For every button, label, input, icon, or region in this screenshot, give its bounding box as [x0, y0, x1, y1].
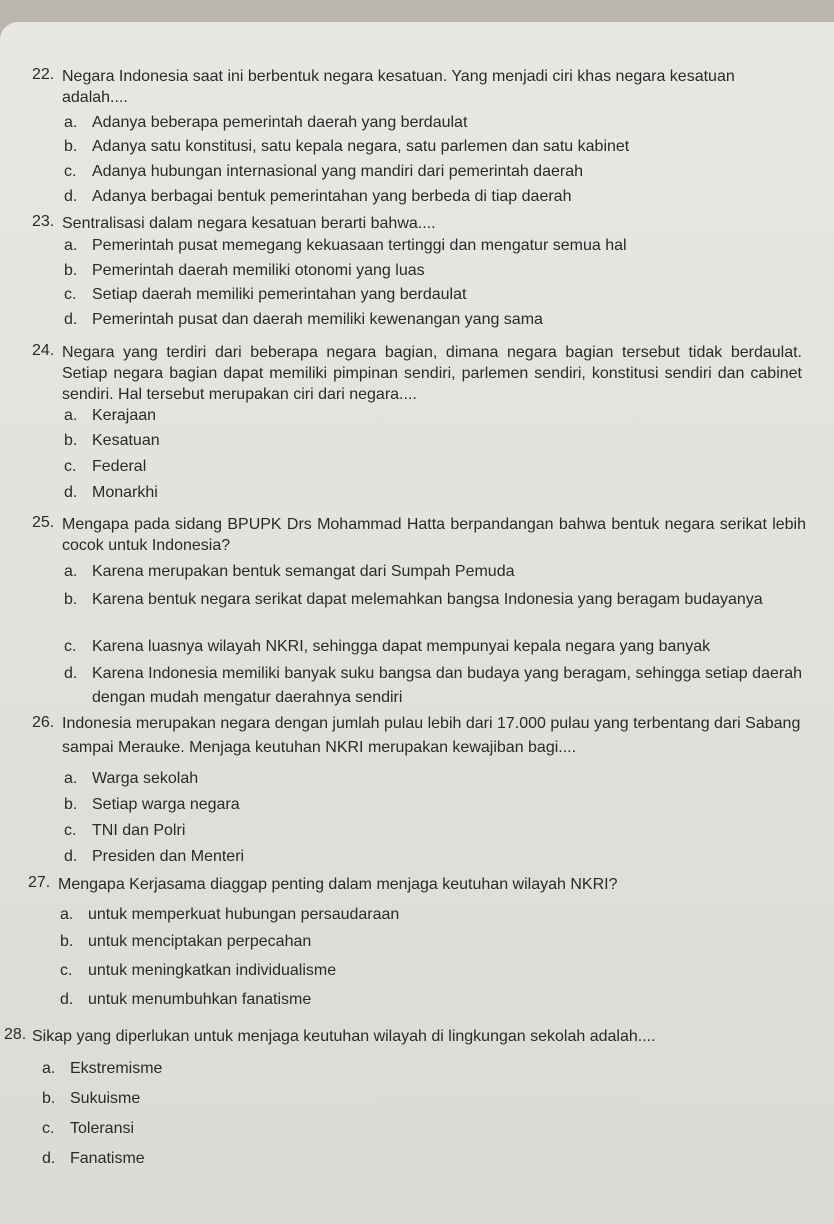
question-number: 25.: [32, 514, 55, 531]
option-c[interactable]: c. Karena luasnya wilayah NKRI, sehingga dapat mempunyai kepala negara yang banyak: [64, 638, 711, 655]
option-a[interactable]: a. Adanya beberapa pemerintah daerah yang berdaulat: [64, 114, 468, 131]
option-d[interactable]: d. untuk menumbuhkan fanatisme: [60, 991, 312, 1008]
question-text: Mengapa Kerjasama diaggap penting dalam menjaga keutuhan wilayah NKRI?: [58, 876, 618, 893]
option-c[interactable]: c. untuk meningkatkan individualisme: [60, 962, 337, 979]
option-d[interactable]: d. Monarkhi: [64, 484, 158, 501]
option-b[interactable]: b. untuk menciptakan perpecahan: [60, 933, 312, 950]
option-a[interactable]: a. Karena merupakan bentuk semangat dari Sumpah Pemuda: [64, 563, 515, 580]
option-c[interactable]: c. Setiap daerah memiliki pemerintahan yang berdaulat: [64, 286, 467, 303]
question-number: 24.: [32, 342, 55, 359]
option-a[interactable]: a. Warga sekolah: [64, 770, 199, 787]
question-number: 22.: [32, 66, 55, 83]
question-text: Sentralisasi dalam negara kesatuan berarti bahwa....: [62, 215, 436, 232]
option-d[interactable]: d. Adanya berbagai bentuk pemerintahan yang berbeda di tiap daerah: [64, 188, 572, 205]
question-number: 26.: [32, 714, 55, 731]
option-c[interactable]: c. TNI dan Polri: [64, 822, 186, 839]
question-text: Negara Indonesia saat ini berbentuk negara kesatuan. Yang menjadi ciri khas negara kesatuan adalah....: [62, 68, 735, 106]
worksheet-page: [0, 22, 834, 1224]
option-a[interactable]: a. Kerajaan: [64, 407, 157, 424]
option-a[interactable]: a. Pemerintah pusat memegang kekuasaan tertinggi dan mengatur semua hal: [64, 237, 627, 254]
question-text: Sikap yang diperlukan untuk menjaga keutuhan wilayah di lingkungan sekolah adalah....: [32, 1028, 656, 1045]
question-text: Negara yang terdiri dari beberapa negara bagian, dimana negara bagian tersebut tidak berdaulat. Setiap negara bagian dapat memiliki pimpinan sendiri, parlemen sendiri, konstitusi sendiri dan cabinet sendiri. Hal tersebut merupakan ciri dari negara....: [62, 344, 802, 403]
question-text: Mengapa pada sidang BPUPK Drs Mohammad Hatta berpandangan bahwa bentuk negara serikat lebih cocok untuk Indonesia?: [62, 516, 806, 554]
option-d[interactable]: d. Karena Indonesia memiliki banyak suku bangsa dan budaya yang beragam, sehingga setiap daerah dengan mudah mengatur daerahnya sendiri: [64, 665, 802, 706]
option-a[interactable]: a. Ekstremisme: [42, 1060, 163, 1077]
question-number: 28.: [4, 1026, 27, 1043]
option-b[interactable]: b. Pemerintah daerah memiliki otonomi yang luas: [64, 262, 425, 279]
option-d[interactable]: d. Presiden dan Menteri: [64, 848, 245, 865]
option-c[interactable]: c. Adanya hubungan internasional yang mandiri dari pemerintah daerah: [64, 163, 583, 180]
question-number: 27.: [28, 874, 51, 891]
option-b[interactable]: b. Kesatuan: [64, 432, 160, 449]
option-b[interactable]: b. Setiap warga negara: [64, 796, 240, 813]
option-d[interactable]: d. Pemerintah pusat dan daerah memiliki kewenangan yang sama: [64, 311, 543, 328]
option-a[interactable]: a. untuk memperkuat hubungan persaudaraan: [60, 906, 400, 923]
option-d[interactable]: d. Fanatisme: [42, 1150, 145, 1167]
option-b[interactable]: b. Sukuisme: [42, 1090, 141, 1107]
option-b[interactable]: b. Karena bentuk negara serikat dapat melemahkan bangsa Indonesia yang beragam budayanya: [64, 591, 763, 608]
option-b[interactable]: b. Adanya satu konstitusi, satu kepala negara, satu parlemen dan satu kabinet: [64, 138, 630, 155]
option-c[interactable]: c. Toleransi: [42, 1120, 135, 1137]
option-c[interactable]: c. Federal: [64, 458, 147, 475]
question-text: Indonesia merupakan negara dengan jumlah pulau lebih dari 17.000 pulau yang terbentang dari Sabang sampai Merauke. Menjaga keutuhan NKRI merupakan kewajiban bagi....: [62, 715, 801, 756]
question-number: 23.: [32, 213, 55, 230]
